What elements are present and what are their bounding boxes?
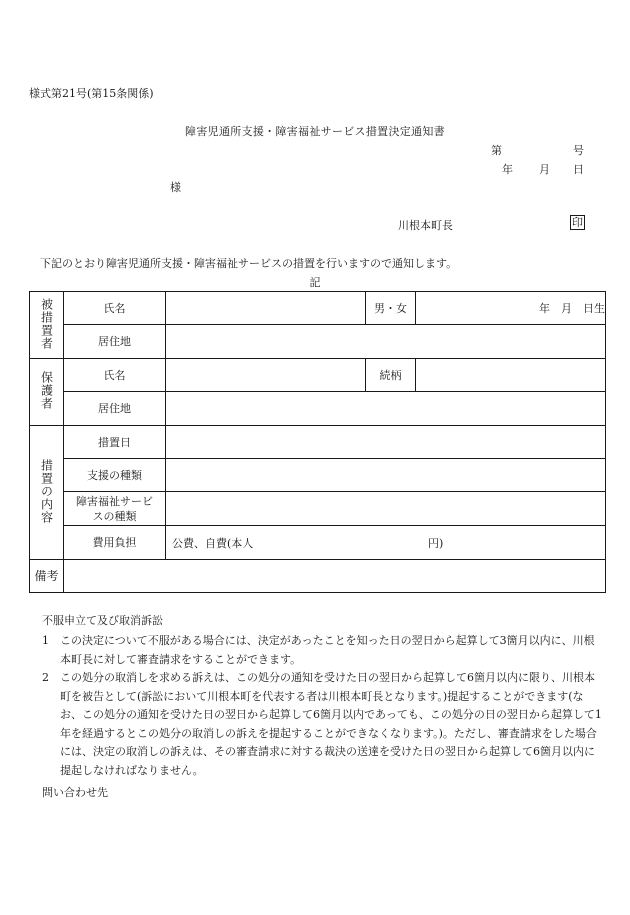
form-number: 様式第21号(第15条関係) bbox=[29, 87, 154, 100]
notes-list bbox=[42, 632, 602, 780]
notes-title: 不服申立て及び取消訴訟 bbox=[42, 614, 163, 627]
date-month-label: 月 bbox=[539, 163, 550, 176]
date-year-label: 年 bbox=[502, 163, 513, 176]
subject-address-label: 居住地 bbox=[64, 325, 166, 359]
subject-address-field[interactable] bbox=[166, 325, 606, 359]
cost-label: 費用負担 bbox=[64, 526, 166, 560]
support-type-row bbox=[30, 459, 606, 492]
ki-heading: 記 bbox=[309, 276, 321, 289]
note-item bbox=[42, 632, 602, 669]
subject-name-row bbox=[30, 292, 606, 325]
note-number: 1 bbox=[42, 634, 49, 647]
note-item bbox=[42, 669, 602, 780]
addressee-honorific: 様 bbox=[170, 181, 181, 194]
remarks-field[interactable] bbox=[64, 560, 606, 593]
subject-name-field[interactable] bbox=[166, 292, 366, 325]
cost-row bbox=[30, 526, 606, 560]
note-number: 2 bbox=[42, 671, 49, 684]
intro-text: 下記のとおり障害児通所支援・障害福祉サービスの措置を行いますので通知します。 bbox=[40, 257, 458, 270]
note-text: この処分の取消しを求める訴えは、この処分の通知を受けた日の翌日から起算して6箇月以内に限り、川根本町を被告として(訴訟において川根本町を代表する者は川根本町長となります。)提起することができます(なお、この処分の通知を受けた日の翌日から起算して6箇月以内であっても、この処分の日の翌日から起算して1年を経過するとこの処分の取消しの訴えを提起することができなくなります。)。ただし、審査請求をした場合には、決定の取消しの訴えは、その審査請求に対する裁決の送達を受けた日の翌日から起算して6箇月以内に提起しなければなりません。 bbox=[60, 671, 602, 777]
remarks-label: 備考 bbox=[30, 560, 64, 593]
service-type-row bbox=[30, 492, 606, 526]
seal-mark: 印 bbox=[572, 216, 583, 229]
service-type-label bbox=[64, 492, 166, 526]
document-title: 障害児通所支援・障害福祉サービス措置決定通知書 bbox=[185, 125, 445, 138]
measure-date-row bbox=[30, 426, 606, 459]
guardian-address-label: 居住地 bbox=[64, 392, 166, 426]
measure-date-field[interactable] bbox=[166, 426, 606, 459]
cost-value-prefix: 公費、自費(本人 bbox=[172, 536, 254, 550]
document-number-suffix: 号 bbox=[573, 144, 584, 157]
subject-group-label: 被措置者 bbox=[30, 292, 64, 359]
guardian-name-field[interactable] bbox=[166, 359, 366, 392]
support-type-label: 支援の種類 bbox=[64, 459, 166, 492]
relation-field[interactable] bbox=[416, 359, 606, 392]
service-type-field[interactable] bbox=[166, 492, 606, 526]
sex-selector[interactable]: 男・女 bbox=[366, 292, 416, 325]
guardian-group-label: 保護者 bbox=[30, 359, 64, 426]
issuer-name: 川根本町長 bbox=[398, 219, 453, 232]
relation-label: 続柄 bbox=[366, 359, 416, 392]
birth-date-field[interactable]: 年 月 日生 bbox=[416, 292, 606, 325]
contact-label: 問い合わせ先 bbox=[42, 786, 108, 799]
guardian-address-row bbox=[30, 392, 606, 426]
measure-group-label: 措置の内容 bbox=[30, 426, 64, 560]
note-text: この決定について不服がある場合には、決定があったことを知った日の翌日から起算して3箇月以内に、川根本町長に対して審査請求をすることができます。 bbox=[60, 634, 595, 666]
cost-value-suffix: 円) bbox=[428, 536, 444, 550]
service-type-label-line2: スの種類 bbox=[92, 509, 137, 523]
measure-form-table bbox=[29, 291, 606, 593]
subject-name-label: 氏名 bbox=[64, 292, 166, 325]
guardian-name-label: 氏名 bbox=[64, 359, 166, 392]
date-day-label: 日 bbox=[573, 163, 584, 176]
support-type-field[interactable] bbox=[166, 459, 606, 492]
guardian-name-row bbox=[30, 359, 606, 392]
remarks-row bbox=[30, 560, 606, 593]
service-type-label-line1: 障害福祉サービ bbox=[76, 494, 153, 508]
document-number-prefix: 第 bbox=[491, 144, 502, 157]
guardian-address-field[interactable] bbox=[166, 392, 606, 426]
measure-date-label: 措置日 bbox=[64, 426, 166, 459]
cost-field[interactable] bbox=[166, 526, 606, 560]
subject-address-row bbox=[30, 325, 606, 359]
